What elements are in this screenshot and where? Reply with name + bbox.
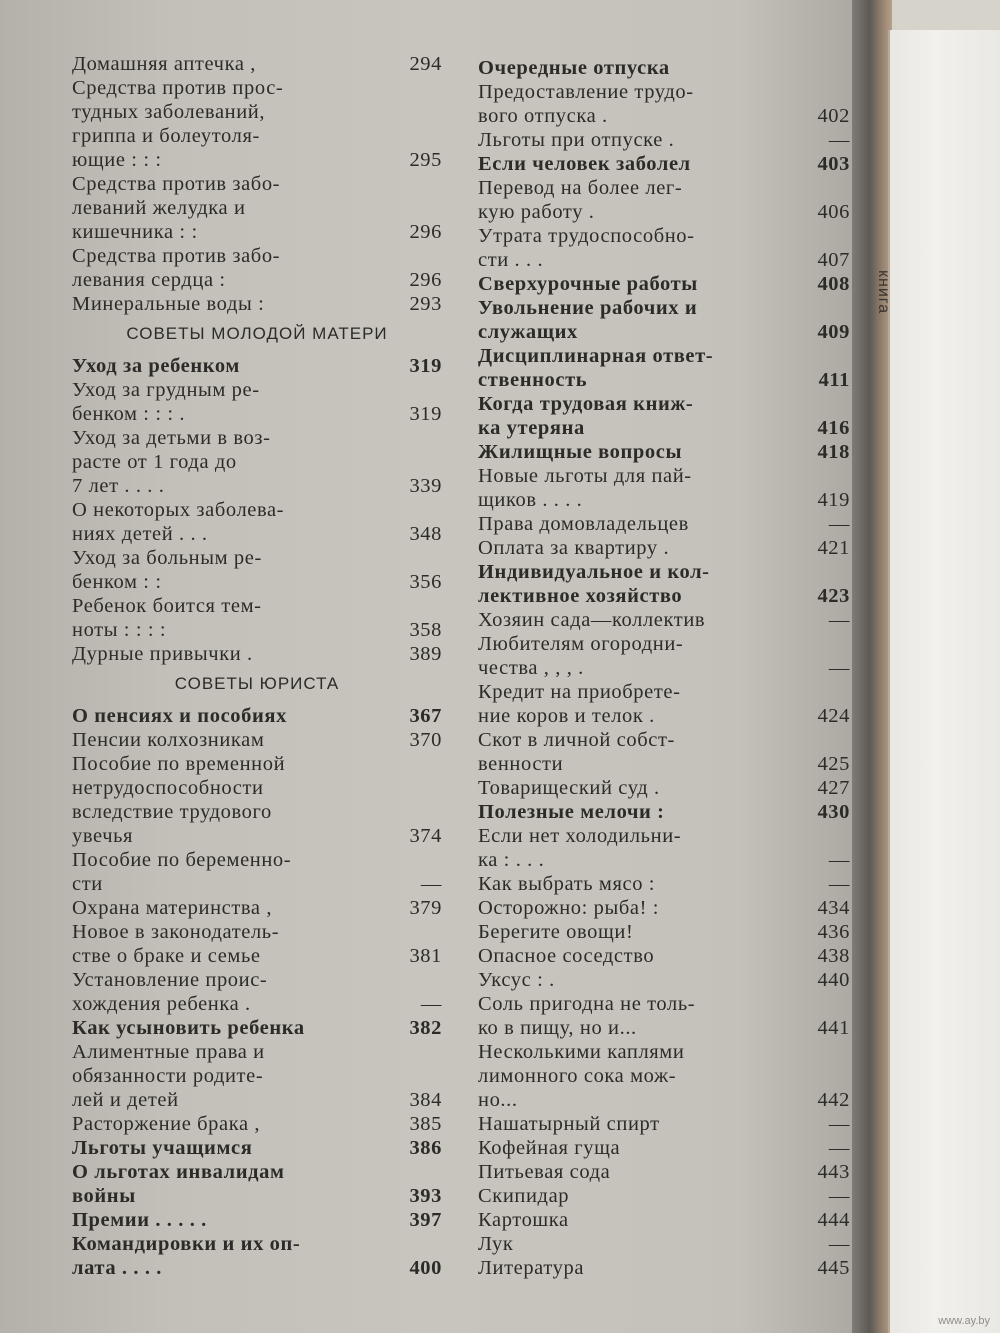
toc-entry [478, 176, 850, 224]
toc-entry-page: — [828, 1137, 850, 1159]
toc-entry [478, 632, 850, 680]
toc-entry [72, 642, 442, 666]
toc-entry [478, 272, 850, 296]
toc-entry [478, 680, 850, 728]
toc-entry-title: Установление проис- хождения ребенка . [72, 969, 268, 1015]
toc-entry-title: Сверхурочные работы [478, 273, 698, 295]
toc-block-home-medicine [72, 52, 442, 316]
toc-entry [72, 1136, 442, 1160]
toc-entry-title: О льготах инвалидам войны [72, 1161, 285, 1207]
toc-entry [72, 52, 442, 76]
toc-entry [478, 296, 850, 344]
toc-entry [478, 608, 850, 632]
toc-entry [72, 728, 442, 752]
toc-entry [478, 1184, 850, 1208]
facing-page [888, 30, 1000, 1333]
toc-entry-title: Очередные отпуска [478, 57, 670, 79]
toc-entry-title: Уход за детьми в воз- расте от 1 года до 7 лет . . . . [72, 427, 271, 497]
toc-entry-page: 416 [817, 417, 850, 439]
toc-entry-page: 408 [817, 273, 850, 295]
toc-entry [72, 920, 442, 968]
toc-entry-title: Индивидуальное и кол- лективное хозяйство [478, 561, 710, 607]
toc-entry-title: Соль пригодна не толь- ко в пищу, но и... [478, 993, 696, 1039]
toc-entry-title: Ребенок боится тем- ноты : : : : [72, 595, 262, 641]
toc-entry-page: 419 [817, 489, 850, 511]
toc-entry-title: Картошка [478, 1209, 569, 1231]
toc-entry-title: Литература [478, 1257, 585, 1279]
toc-entry-page: 407 [817, 249, 850, 271]
toc-entry-page: 445 [817, 1257, 850, 1279]
toc-entry-page: 374 [409, 825, 442, 847]
toc-entry [478, 1232, 850, 1256]
toc-entry-title: Жилищные вопросы [478, 441, 683, 463]
toc-entry-title: Новые льготы для пай- щиков . . . . [478, 465, 692, 511]
toc-entry-title: Нашатырный спирт [478, 1113, 660, 1135]
toc-entry-title: Пенсии колхозникам [72, 729, 265, 751]
toc-entry-title: Пособие по временной нетрудоспособности вследствие трудового увечья [72, 753, 286, 847]
toc-entry-title: Как усыновить ребенка [72, 1017, 305, 1039]
toc-entry-title: Расторжение брака , [72, 1113, 261, 1135]
toc-entry-title: Дисциплинарная ответ- ственность [478, 345, 714, 391]
toc-left-column [72, 52, 442, 1280]
toc-entry-page: 403 [817, 153, 850, 175]
toc-entry [478, 1208, 850, 1232]
toc-entry [72, 1208, 442, 1232]
toc-entry-title: Полезные мелочи : [478, 801, 665, 823]
toc-entry-page: 430 [817, 801, 850, 823]
toc-entry-page: 444 [817, 1209, 850, 1231]
toc-entry-page: 442 [817, 1089, 850, 1111]
toc-entry-title: Осторожно: рыба! : [478, 897, 660, 919]
toc-entry [72, 546, 442, 594]
toc-entry-title: О пенсиях и пособиях [72, 705, 287, 727]
toc-entry [478, 1256, 850, 1280]
toc-entry [72, 1232, 442, 1280]
toc-entry-title: Перевод на более лег- кую работу . [478, 177, 683, 223]
toc-entry-title: Льготы при отпуске . [478, 129, 675, 151]
toc-right-column [478, 56, 850, 1280]
toc-entry [72, 848, 442, 896]
toc-block-lawyer [72, 704, 442, 1280]
toc-entry-title: Если человек заболел [478, 153, 691, 175]
toc-entry [478, 536, 850, 560]
toc-entry-page: 379 [409, 897, 442, 919]
toc-entry-page: — [420, 873, 442, 895]
toc-entry-page: — [828, 609, 850, 631]
toc-entry-title: Берегите овощи! [478, 921, 634, 943]
toc-entry-page: 402 [817, 105, 850, 127]
toc-entry [72, 594, 442, 642]
toc-entry-page: — [420, 993, 442, 1015]
toc-entry-page: — [828, 657, 850, 679]
toc-entry-page: 294 [409, 53, 442, 75]
toc-entry-page: 358 [409, 619, 442, 641]
toc-entry-title: Утрата трудоспособно- сти . . . [478, 225, 695, 271]
toc-entry-page: 293 [409, 293, 442, 315]
toc-entry-page: 418 [817, 441, 850, 463]
toc-entry-page: — [828, 849, 850, 871]
toc-entry [72, 1016, 442, 1040]
toc-entry [478, 392, 850, 440]
toc-entry [478, 968, 850, 992]
toc-entry-title: Уход за грудным ре- бенком : : : . [72, 379, 260, 425]
toc-entry-title: Увольнение рабочих и служащих [478, 297, 698, 343]
section-heading-lawyer: СОВЕТЫ ЮРИСТА [174, 674, 340, 693]
toc-entry-title: Минеральные воды : [72, 293, 265, 315]
toc-entry-title: Домашняя аптечка , [72, 53, 256, 75]
toc-entry-title: Как выбрать мясо : [478, 873, 656, 895]
toc-entry-title: Если нет холодильни- ка : . . . [478, 825, 682, 871]
toc-entry-page: 339 [409, 475, 442, 497]
toc-entry-title: Опасное соседство [478, 945, 655, 967]
toc-entry-title: Кофейная гуща [478, 1137, 621, 1159]
toc-entry [478, 728, 850, 776]
toc-entry [478, 560, 850, 608]
watermark: www.ay.by [938, 1315, 990, 1327]
toc-entry [478, 152, 850, 176]
toc-entry-page: 423 [817, 585, 850, 607]
toc-entry-title: Уксус : . [478, 969, 555, 991]
toc-entry-page: 421 [817, 537, 850, 559]
toc-entry-page: 434 [817, 897, 850, 919]
toc-entry-page: 382 [409, 1017, 442, 1039]
toc-entry-page: 389 [409, 643, 442, 665]
toc-entry [478, 224, 850, 272]
toc-entry [72, 244, 442, 292]
toc-entry-title: Скипидар [478, 1185, 570, 1207]
toc-entry-title: Товарищеский суд . [478, 777, 660, 799]
toc-entry [72, 292, 442, 316]
book-gutter [852, 0, 892, 1333]
toc-entry-title: Лук [478, 1233, 514, 1255]
toc-entry-title: Питьевая сода [478, 1161, 611, 1183]
toc-entry [72, 354, 442, 378]
toc-entry-page: 386 [409, 1137, 442, 1159]
toc-entry [478, 872, 850, 896]
toc-entry-title: Новое в законодатель- стве о браке и семье [72, 921, 280, 967]
toc-entry-page: 427 [817, 777, 850, 799]
toc-entry-page: 406 [817, 201, 850, 223]
toc-entry-page: 385 [409, 1113, 442, 1135]
toc-entry [72, 76, 442, 172]
toc-entry-page: 441 [817, 1017, 850, 1039]
toc-entry [72, 752, 442, 848]
toc-entry-title: Премии . . . . . [72, 1209, 207, 1231]
toc-entry-title: Предоставление трудо- вого отпуска . [478, 81, 694, 127]
toc-entry [478, 992, 850, 1040]
toc-entry-title: Средства против прос- тудных заболеваний, гриппа и болеутоля- ющие : : : [72, 77, 284, 171]
toc-entry [478, 56, 850, 80]
toc-entry-page: — [828, 1113, 850, 1135]
toc-entry-page: 411 [818, 369, 850, 391]
toc-entry-title: Уход за больным ре- бенком : : [72, 547, 262, 593]
toc-entry [478, 440, 850, 464]
toc-entry [478, 1160, 850, 1184]
toc-entry-page: — [828, 873, 850, 895]
toc-entry-page: — [828, 513, 850, 535]
toc-entry-title: Охрана материнства , [72, 897, 273, 919]
toc-entry-title: Уход за ребенком [72, 355, 240, 377]
toc-entry [72, 172, 442, 244]
toc-entry [478, 80, 850, 128]
toc-entry-title: Льготы учащимся [72, 1137, 253, 1159]
section-heading-young-mother: СОВЕТЫ МОЛОДОЙ МАТЕРИ [126, 324, 388, 343]
toc-entry-page: 436 [817, 921, 850, 943]
toc-entry-title: Кредит на приобрете- ние коров и телок . [478, 681, 681, 727]
toc-entry-title: Алиментные права и обязанности родите- лей и детей [72, 1041, 265, 1111]
toc-entry-title: Пособие по беременно- сти [72, 849, 292, 895]
toc-entry-title: Средства против забо- левания сердца : [72, 245, 281, 291]
toc-entry-title: Несколькими каплями лимонного сока мож- но... [478, 1041, 685, 1111]
toc-entry [478, 1112, 850, 1136]
toc-entry-page: 319 [409, 403, 442, 425]
toc-block-right [478, 56, 850, 1280]
toc-entry-page: 400 [409, 1257, 442, 1279]
toc-entry-page: 348 [409, 523, 442, 545]
toc-entry [478, 464, 850, 512]
toc-entry-title: Средства против забо- леваний желудка и кишечника : : [72, 173, 281, 243]
toc-entry-title: Права домовладельцев [478, 513, 689, 535]
toc-entry-title: Скот в личной собст- венности [478, 729, 675, 775]
toc-entry-page: 381 [409, 945, 442, 967]
toc-entry [72, 896, 442, 920]
toc-entry-page: — [828, 1185, 850, 1207]
toc-entry-page: 425 [817, 753, 850, 775]
toc-entry-title: Когда трудовая книж- ка утеряна [478, 393, 694, 439]
toc-entry-page: 356 [409, 571, 442, 593]
toc-entry-page: 443 [817, 1161, 850, 1183]
toc-entry-page: 409 [817, 321, 850, 343]
toc-entry [478, 512, 850, 536]
toc-entry [72, 968, 442, 1016]
toc-entry [72, 498, 442, 546]
toc-entry [72, 426, 442, 498]
toc-entry [478, 344, 850, 392]
toc-entry [478, 896, 850, 920]
toc-entry [72, 1040, 442, 1112]
toc-entry-page: — [828, 129, 850, 151]
toc-block-young-mother [72, 354, 442, 666]
toc-entry-title: Командировки и их оп- лата . . . . [72, 1233, 301, 1279]
toc-entry [478, 920, 850, 944]
toc-entry [72, 378, 442, 426]
toc-entry [72, 704, 442, 728]
toc-entry-page: 370 [409, 729, 442, 751]
toc-entry [72, 1160, 442, 1208]
toc-entry-page: 424 [817, 705, 850, 727]
toc-entry-page: — [828, 1233, 850, 1255]
toc-entry-page: 295 [409, 149, 442, 171]
toc-entry [478, 1136, 850, 1160]
toc-entry-page: 438 [817, 945, 850, 967]
toc-entry [478, 776, 850, 800]
toc-entry-page: 367 [409, 705, 442, 727]
toc-entry-page: 440 [817, 969, 850, 991]
toc-entry-page: 384 [409, 1089, 442, 1111]
toc-entry [478, 944, 850, 968]
toc-entry [478, 1040, 850, 1112]
toc-entry-title: Дурные привычки . [72, 643, 253, 665]
toc-entry-page: 296 [409, 269, 442, 291]
toc-entry-title: Оплата за квартиру . [478, 537, 670, 559]
toc-entry-page: 393 [409, 1185, 442, 1207]
toc-entry [478, 128, 850, 152]
toc-entry-page: 319 [409, 355, 442, 377]
toc-entry [72, 1112, 442, 1136]
toc-entry-title: Любителям огородни- чества , , , . [478, 633, 684, 679]
toc-entry [478, 824, 850, 872]
toc-entry-page: 296 [409, 221, 442, 243]
toc-entry [478, 800, 850, 824]
spine-text: книга [875, 270, 892, 315]
toc-entry-title: О некоторых заболева- ниях детей . . . [72, 499, 285, 545]
toc-entry-page: 397 [409, 1209, 442, 1231]
toc-entry-title: Хозяин сада—коллектив [478, 609, 706, 631]
